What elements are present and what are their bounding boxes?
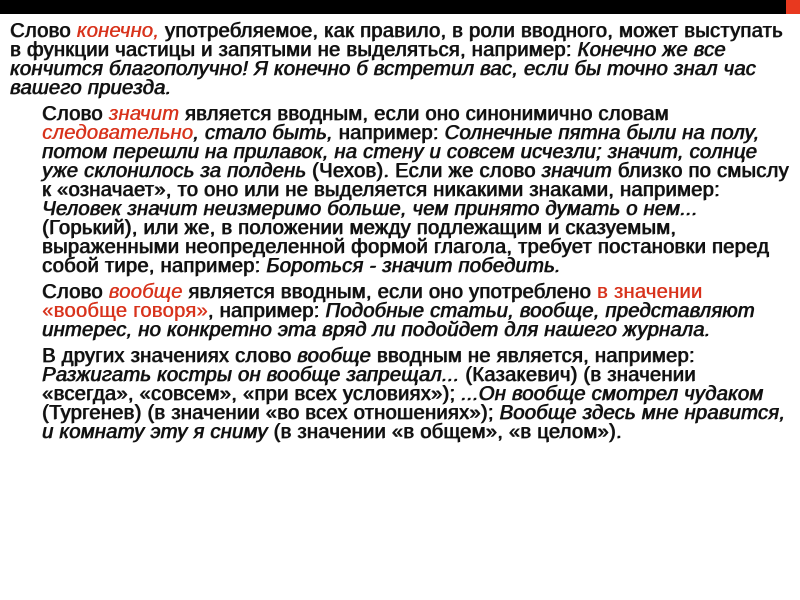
p3-meaning: в значении «вообще говоря» [42,281,703,322]
top-black-bar [0,0,800,14]
slide-body [10,22,790,442]
paragraph-znachit [10,105,790,276]
p4-text: В других значениях слово [42,345,298,367]
p2-text: близко по смыслу к «означает», то оно или не выделяется никакими знаками, например: [42,160,789,201]
top-right-red-accent [786,0,800,14]
p4-text: (Тургенев) (в значении «во всех отношениях»); [42,402,500,424]
p2-synonym: , стало быть, [193,122,333,144]
p4-example: ...Он вообще смотрел чудаком [461,383,764,405]
p1-text: Слово [10,20,77,42]
p4-text: (в значении «в общем», «в целом»). [267,421,622,443]
paragraph-other-meanings [10,347,790,442]
p2-keyword-sledovatelno: следовательно [42,122,194,144]
p4-example: Вообще здесь мне нравится, и комнату эту я сниму [42,402,786,443]
p4-text: вводным не является, например: [371,345,695,367]
p2-text: (Горький), или же, в положении между подлежащим и сказуемым, выраженными неопределенной формой глагола, требует постановки перед собой тире, например: [42,217,770,277]
p2-text: Слово [42,103,109,125]
p3-keyword-voobshche: вообще [108,281,183,303]
paragraph-voobshche [10,283,790,340]
p4-text: (Казакевич) (в значении «всегда», «совсем», «при всех условиях»); [42,364,696,405]
p2-example: Человек значит неизмеримо больше, чем принято думать о нем... [42,198,698,220]
p2-text: является вводным, если оно синонимично словам [179,103,669,125]
p3-text: является вводным, если оно употреблено [182,281,597,303]
p1-text: употребляемое, как правило, в роли вводного, может выступать в функции частицы и запятыми не выделяться, например: [10,20,783,61]
p2-example: Солнечные пятна были на полу, потом перешли на прилавок, на стену и совсем исчезли; значит, солнце уже склонилось за полдень [42,122,760,182]
p2-example: Бороться - значит победить. [266,255,561,277]
p3-text: , например: [207,300,326,322]
p2-keyword-znachit: значит [108,103,180,125]
p1-keyword-konechno: конечно, [76,20,160,42]
p2-keyword-znachit-2: значит [541,160,612,182]
paragraph-konechno [10,22,790,98]
p4-example: Разжигать костры он вообще запрещал... [42,364,460,386]
p2-text: (Чехов). Если же слово [306,160,542,182]
p1-example: Конечно же все кончится благополучно! Я конечно б встретил вас, если бы точно знал час вашего приезда. [10,39,757,99]
p4-keyword-voobshche: вообще [297,345,372,367]
p3-text: Слово [42,281,109,303]
p3-example: Подобные статьи, вообще, представляют интерес, но конкретно эта вряд ли подойдет для нашего журнала. [42,300,755,341]
p2-text: например: [332,122,445,144]
